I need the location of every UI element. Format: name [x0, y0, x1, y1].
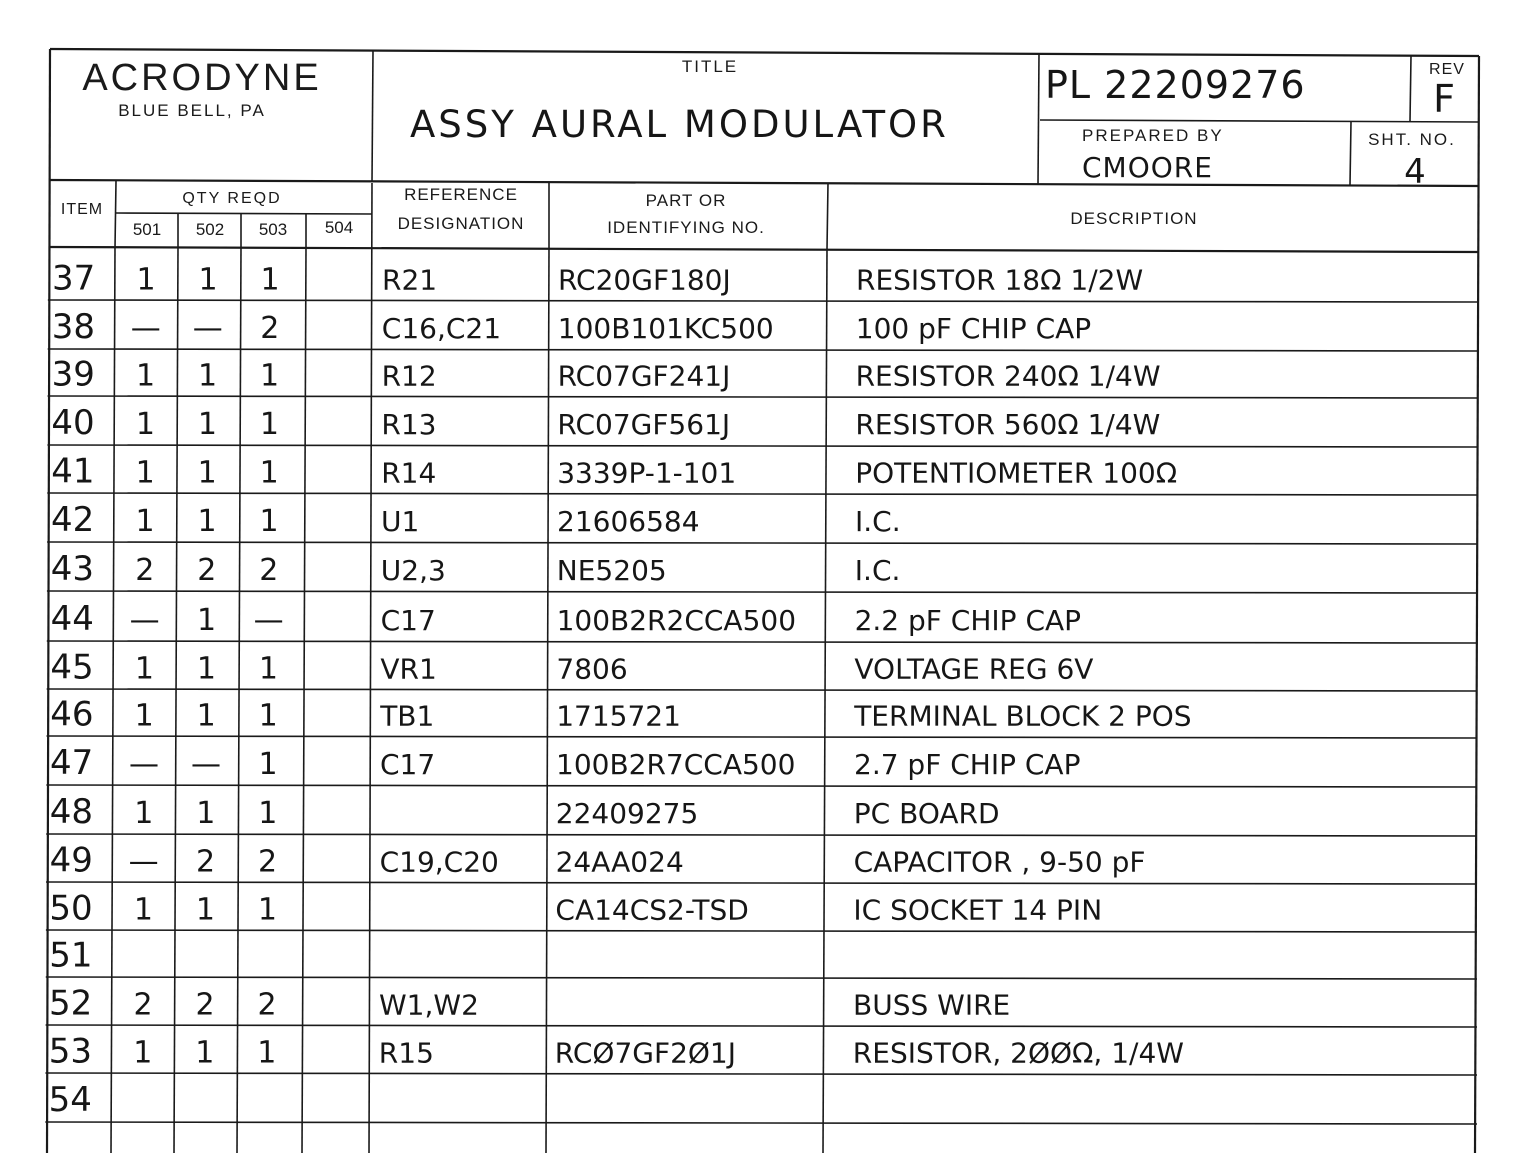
item-number: 54: [48, 1080, 92, 1121]
qty-502: 1: [197, 455, 217, 491]
item-number: 51: [49, 935, 93, 976]
title-label: TITLE: [681, 57, 739, 76]
column-qty-501: 501: [132, 220, 162, 239]
table-row: [52, 258, 1143, 298]
item-number: 42: [51, 500, 95, 541]
table-row: [51, 549, 901, 589]
table-row: [51, 599, 1081, 639]
reference-designation: TB1: [380, 699, 435, 733]
item-number: 40: [51, 403, 95, 444]
item-number: 52: [49, 983, 93, 1024]
row-divider: [46, 930, 1477, 932]
row-divider: [46, 977, 1477, 979]
reference-designation: W1,W2: [379, 988, 479, 1022]
prepared-by-label: PREPARED BY: [1082, 126, 1224, 145]
qty-501: 2: [135, 553, 155, 589]
row-divider: [48, 349, 1477, 351]
reference-designation: C16,C21: [381, 312, 502, 346]
qty-503: —: [253, 603, 284, 638]
part-number: 100B101KC500: [557, 312, 774, 346]
row-divider: [47, 689, 1477, 691]
qty-501: 1: [133, 892, 153, 928]
description: 2.7 pF CHIP CAP: [854, 748, 1081, 782]
description: 100 pF CHIP CAP: [855, 312, 1092, 346]
description: RESISTOR 240Ω 1/4W: [855, 359, 1161, 393]
row-divider: [47, 445, 1477, 447]
column-reference-line2: DESIGNATION: [397, 214, 525, 233]
item-number: 39: [51, 354, 95, 395]
reference-designation: R14: [381, 456, 437, 490]
qty-502: 1: [198, 358, 218, 394]
item-number: 37: [52, 258, 96, 299]
item-number: 53: [48, 1031, 93, 1072]
qty-502: —: [191, 747, 221, 783]
description: I.C.: [855, 505, 901, 539]
part-number: 3339P-1-101: [557, 456, 737, 490]
row-divider: [48, 396, 1477, 398]
qty-501: —: [129, 603, 160, 638]
description: VOLTAGE REG 6V: [854, 652, 1094, 686]
column-qty-504: 504: [324, 218, 354, 237]
reference-designation: U2,3: [380, 554, 446, 588]
qty-503: 1: [258, 747, 278, 783]
column-item: ITEM: [60, 201, 104, 218]
qty-502: 1: [197, 407, 217, 443]
table-row: [52, 355, 1161, 395]
assembly-title: ASSY AURAL MODULATOR: [410, 103, 949, 146]
table-row: [49, 1080, 92, 1120]
qty-502: 1: [195, 1035, 215, 1071]
row-divider: [47, 591, 1477, 593]
part-number: 21606584: [557, 505, 700, 539]
qty-502: 2: [197, 553, 217, 589]
description: PC BOARD: [853, 797, 1000, 831]
row-divider: [47, 736, 1478, 738]
part-number: 7806: [556, 652, 628, 686]
reference-designation: C17: [380, 748, 436, 782]
description: I.C.: [854, 554, 901, 588]
qty-501: 1: [134, 698, 154, 734]
row-divider: [46, 882, 1477, 884]
prepared-by-value: CMOORE: [1082, 151, 1213, 184]
sheet-number-value: 4: [1404, 152, 1426, 192]
column-part-line1: PART OR: [645, 191, 727, 210]
column-qty-reqd: QTY REQD: [182, 190, 282, 207]
table-row: [50, 743, 1080, 783]
sheet-number-label: SHT. NO.: [1368, 130, 1456, 149]
description: 2.2 pF CHIP CAP: [854, 604, 1082, 637]
item-number: 47: [50, 743, 94, 784]
table-row: [49, 888, 1102, 928]
part-number: NE5205: [556, 554, 667, 588]
item-number: 43: [50, 549, 95, 590]
qty-502: 1: [197, 603, 217, 638]
table-row: [49, 1031, 1184, 1071]
qty-502: 1: [197, 504, 217, 540]
qty-503: 2: [259, 553, 279, 589]
qty-503: 1: [259, 455, 279, 491]
part-number: CA14CS2-TSD: [555, 893, 749, 927]
qty-501: —: [129, 747, 159, 783]
column-reference-line1: REFERENCE: [404, 185, 518, 204]
rev-label: REV: [1429, 61, 1465, 78]
column-description: DESCRIPTION: [1070, 209, 1198, 228]
qty-503: 1: [258, 651, 278, 687]
company-location: BLUE BELL, PA: [118, 101, 266, 120]
part-number: 100B2R2CCA500: [556, 604, 797, 637]
qty-502: 2: [196, 844, 216, 880]
qty-502: 1: [198, 262, 218, 298]
qty-501: 1: [134, 651, 154, 687]
table-row: [51, 403, 1160, 443]
column-qty-502: 502: [195, 220, 225, 239]
row-divider: [48, 300, 1477, 302]
reference-designation: C17: [380, 604, 436, 637]
row-divider: [46, 785, 1477, 787]
qty-503: 1: [259, 407, 279, 443]
qty-501: 1: [133, 1035, 153, 1071]
row-divider: [47, 542, 1477, 544]
qty-503: 1: [258, 796, 278, 832]
column-qty-503: 503: [258, 220, 288, 239]
table-row: [52, 307, 1091, 347]
item-number: 50: [49, 888, 93, 929]
reference-designation: VR1: [380, 652, 437, 686]
qty-501: 1: [135, 407, 155, 443]
item-number: 45: [50, 647, 94, 688]
part-number: 22409275: [555, 797, 699, 831]
qty-501: 1: [136, 262, 156, 298]
item-number: 49: [49, 840, 93, 881]
part-number: RCØ7GF2Ø1J: [554, 1036, 737, 1070]
table-row: [51, 500, 901, 540]
part-number: RC07GF241J: [557, 359, 731, 393]
item-number: 41: [51, 451, 95, 492]
description: CAPACITOR , 9-50 pF: [853, 845, 1146, 879]
reference-designation: R21: [382, 263, 438, 297]
part-number: 24AA024: [555, 845, 684, 879]
row-divider: [47, 493, 1477, 495]
table-row: [51, 451, 1177, 491]
reference-designation: C19,C20: [379, 845, 499, 879]
row-divider: [46, 834, 1477, 836]
qty-503: 1: [257, 1035, 277, 1071]
qty-503: 1: [259, 504, 279, 540]
table-row: [50, 647, 1093, 687]
description: POTENTIOMETER 100Ω: [855, 456, 1178, 490]
qty-501: —: [130, 311, 161, 347]
reference-designation: R13: [381, 408, 437, 442]
description: RESISTOR 560Ω 1/4W: [855, 408, 1161, 442]
qty-501: 1: [134, 796, 154, 832]
qty-501: —: [128, 844, 159, 880]
qty-503: 1: [260, 358, 280, 394]
qty-501: 1: [135, 455, 155, 491]
table-row: [50, 840, 1146, 880]
qty-503: 1: [260, 262, 280, 298]
row-divider: [47, 641, 1477, 643]
qty-502: 1: [196, 698, 216, 734]
table-row: [49, 983, 1010, 1023]
part-number: 100B2R7CCA500: [556, 748, 796, 782]
row-divider: [45, 1122, 1477, 1124]
item-number: 46: [50, 694, 94, 735]
part-number: 1715721: [556, 699, 681, 733]
reference-designation: R12: [381, 359, 437, 393]
qty-502: —: [192, 311, 223, 347]
description: TERMINAL BLOCK 2 POS: [854, 699, 1192, 733]
qty-502: 2: [195, 987, 215, 1023]
part-number: RC07GF561J: [557, 408, 731, 442]
column-part-line2: IDENTIFYING NO.: [607, 218, 765, 237]
description: BUSS WIRE: [853, 988, 1011, 1022]
qty-503: 1: [257, 892, 277, 928]
qty-502: 1: [196, 651, 216, 687]
reference-designation: U1: [381, 505, 420, 539]
rev-value: F: [1433, 77, 1455, 121]
description: IC SOCKET 14 PIN: [853, 893, 1103, 927]
part-list-number: PL 22209276: [1045, 63, 1306, 107]
item-number: 44: [50, 599, 94, 639]
table-row: [50, 792, 1000, 832]
item-number: 38: [51, 307, 96, 348]
qty-501: 2: [133, 987, 153, 1023]
description: RESISTOR 18Ω 1/2W: [856, 263, 1144, 297]
qty-503: 2: [260, 311, 280, 347]
qty-503: 1: [258, 698, 278, 734]
qty-502: 1: [196, 796, 216, 832]
row-divider: [46, 1025, 1477, 1027]
reference-designation: R15: [378, 1036, 434, 1070]
part-number: RC20GF180J: [558, 263, 731, 297]
company-name: ACRODYNE: [82, 57, 322, 99]
qty-503: 2: [258, 844, 278, 880]
row-divider: [45, 1073, 1477, 1075]
qty-501: 1: [136, 358, 156, 394]
qty-501: 1: [135, 504, 155, 540]
qty-503: 2: [257, 987, 277, 1023]
qty-502: 1: [195, 892, 215, 928]
table-row: [49, 936, 92, 976]
table-row: [50, 695, 1191, 735]
description: RESISTOR, 2ØØΩ, 1/4W: [852, 1036, 1184, 1070]
item-number: 48: [49, 792, 94, 833]
